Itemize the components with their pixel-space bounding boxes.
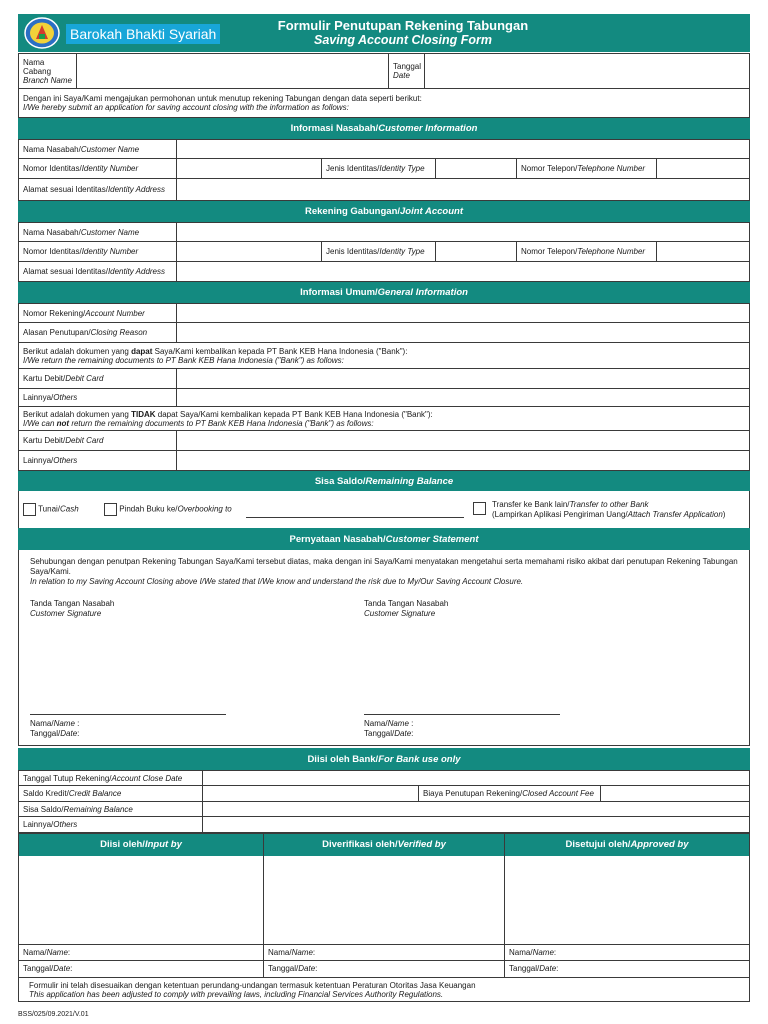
intro-text-en: I/We hereby submit an application for saving account closing with the information as follows: — [23, 103, 349, 112]
account-number-field[interactable] — [177, 304, 749, 322]
customer-signature-label-2: Tanda Tangan Nasabah Customer Signature — [364, 599, 449, 618]
customer-address-field[interactable] — [177, 179, 749, 200]
not-returned-others-row: Lainnya/Others — [18, 451, 750, 471]
joint-name-field[interactable] — [177, 223, 749, 241]
remaining-balance-heading: Sisa Saldo/ Remaining Balance — [18, 471, 750, 491]
regulation-note-text: Formulir ini telah disesuaikan dengan ketentuan perundang-undangan termasuk ketentuan Peraturan Otoritas Jasa Keuangan — [29, 980, 476, 990]
joint-phone-field[interactable] — [657, 242, 749, 261]
customer-statement-heading: Pernyataan Nasabah/ Customer Statement — [18, 528, 750, 550]
credit-balance-field[interactable] — [203, 786, 419, 801]
customer-signature-label-1: Tanda Tangan Nasabah Customer Signature — [30, 599, 115, 618]
customer-id-row: Nomor Identitas/Identity Number Jenis Identitas/Identity Type Nomor Telepon/Telephone Number — [18, 159, 750, 179]
bank-others-field[interactable] — [203, 817, 749, 832]
customer-phone-field[interactable] — [657, 159, 749, 178]
date-field[interactable] — [425, 54, 749, 88]
cash-option[interactable]: Tunai/Cash — [23, 503, 79, 516]
input-by-column: Diisi oleh/ Input by Nama/Name: Tanggal/Date: — [19, 834, 264, 977]
intro-row — [18, 89, 750, 118]
regulation-note — [18, 978, 750, 1002]
signer-1-fields: Nama/Name : Tanggal/Date: — [30, 719, 80, 738]
statement-text: Sehubungan dengan penutpan Rekening Tabungan Saya/Kami tersebut diatas, maka dengan ini Saya/Kami menyatakan mengetahui serta memahami risiko akibat dari penutupan Rekening Tabungan Saya/Kami. In relation to my Saving Account Closing above I/We stated that I/We know and understand the risk due to My/Our Saving Account Closure. — [30, 557, 738, 586]
signature-line-1[interactable] — [30, 714, 226, 715]
customer-info-heading: Informasi Nasabah/ Customer Information — [18, 118, 750, 139]
not-returned-debit-row: Kartu Debit/Debit Card — [18, 431, 750, 451]
form-code: BSS/025/09.2021/V.01 — [18, 1011, 89, 1018]
cash-checkbox[interactable] — [23, 503, 36, 516]
closing-reason-field[interactable] — [177, 323, 749, 342]
not-returned-others-field[interactable] — [177, 451, 749, 470]
approval-table — [18, 833, 750, 978]
regulation-note-text-en: This application has been adjusted to comply with prevailing laws, including Financial Services Authority Regulations. — [29, 989, 444, 999]
returned-others-row: Lainnya/Others — [18, 389, 750, 407]
overbooking-account-line[interactable] — [246, 517, 464, 518]
branch-label: Nama Cabang Branch Name — [19, 54, 77, 88]
bank-others-row: Lainnya/Others — [18, 817, 750, 833]
signer-2-fields: Nama/Name : Tanggal/Date: — [364, 719, 414, 738]
approved-by-signature-area[interactable] — [505, 856, 749, 945]
verified-by-signature-area[interactable] — [264, 856, 504, 945]
approved-by-column: Disetujui oleh/ Approved by Nama/Name: Tanggal/Date: — [505, 834, 749, 977]
customer-address-row: Alamat sesuai Identitas/Identity Address — [18, 179, 750, 201]
joint-address-field[interactable] — [177, 262, 749, 281]
joint-account-heading: Rekening Gabungan/ Joint Account — [18, 201, 750, 222]
closing-fee-field[interactable] — [601, 786, 749, 801]
returned-docs-text: Berikut adalah dokumen yang dapat Saya/Kami kembalikan kepada PT Bank KEB Hana Indonesia ("Bank"): — [23, 346, 408, 356]
customer-id-type-field[interactable] — [436, 159, 517, 178]
customer-id-field[interactable] — [177, 159, 322, 178]
returned-docs-text-en: I/We return the remaining documents to PT Bank KEB Hana Indonesia ("Bank") as follows: — [23, 355, 344, 365]
remaining-balance-row: Sisa Saldo/Remaining Balance — [18, 802, 750, 817]
not-returned-debit-field[interactable] — [177, 431, 749, 450]
signature-line-2[interactable] — [364, 714, 560, 715]
returned-debit-row: Kartu Debit/Debit Card — [18, 369, 750, 389]
close-date-row: Tanggal Tutup Rekening/Account Close Date — [18, 770, 750, 786]
customer-name-row: Nama Nasabah/Customer Name — [18, 139, 750, 159]
close-date-field[interactable] — [203, 771, 749, 785]
joint-name-row: Nama Nasabah/Customer Name — [18, 222, 750, 242]
closing-reason-row: Alasan Penutupan/Closing Reason — [18, 323, 750, 343]
credit-balance-row: Saldo Kredit/Credit Balance Biaya Penutupan Rekening/Closed Account Fee — [18, 786, 750, 802]
verified-by-column: Diverifikasi oleh/ Verified by Nama/Name: Tanggal/Date: — [264, 834, 505, 977]
overbooking-option[interactable]: Pindah Buku ke/Overbooking to — [104, 503, 232, 516]
joint-id-type-field[interactable] — [436, 242, 517, 261]
transfer-checkbox[interactable] — [473, 502, 486, 515]
bank-use-heading: Diisi oleh Bank/ For Bank use only — [18, 748, 750, 770]
branch-date-row — [18, 53, 750, 89]
general-info-heading: Informasi Umum/ General Information — [18, 282, 750, 303]
joint-address-row: Alamat sesuai Identitas/Identity Address — [18, 262, 750, 282]
account-number-row: Nomor Rekening/Account Number — [18, 303, 750, 323]
overbooking-checkbox[interactable] — [104, 503, 117, 516]
joint-id-field[interactable] — [177, 242, 322, 261]
form-title-id: Formulir Penutupan Rekening Tabungan — [277, 18, 529, 33]
remaining-balance-field[interactable] — [203, 802, 749, 816]
form-title-en: Saving Account Closing Form — [313, 33, 493, 47]
date-label: Tanggal Date — [389, 54, 425, 88]
form-header — [18, 14, 750, 52]
customer-name-field[interactable] — [177, 140, 749, 158]
joint-id-row: Nomor Identitas/Identity Number Jenis Identitas/Identity Type Nomor Telepon/Telephone Number — [18, 242, 750, 262]
bank-emblem-icon — [22, 16, 62, 50]
intro-text: Dengan ini Saya/Kami mengajukan permohonan untuk menutup rekening Tabungan dengan data seperti berikut: — [23, 94, 422, 103]
not-returned-docs-text-en: I/We can not return the remaining documents to PT Bank KEB Hana Indonesia ("Bank") as follows: — [23, 418, 374, 428]
bank-name: Barokah Bhakti Syariah — [66, 24, 220, 44]
returned-docs-row — [18, 343, 750, 369]
transfer-option[interactable] — [473, 502, 486, 515]
form-title — [248, 18, 558, 48]
input-by-signature-area[interactable] — [19, 856, 263, 945]
branch-field[interactable] — [77, 54, 389, 88]
returned-others-field[interactable] — [177, 389, 749, 406]
returned-debit-field[interactable] — [177, 369, 749, 388]
not-returned-docs-text: Berikut adalah dokumen yang TIDAK dapat Saya/Kami kembalikan kepada PT Bank KEB Hana Indonesia ("Bank"): — [23, 409, 433, 419]
not-returned-docs-row — [18, 407, 750, 431]
